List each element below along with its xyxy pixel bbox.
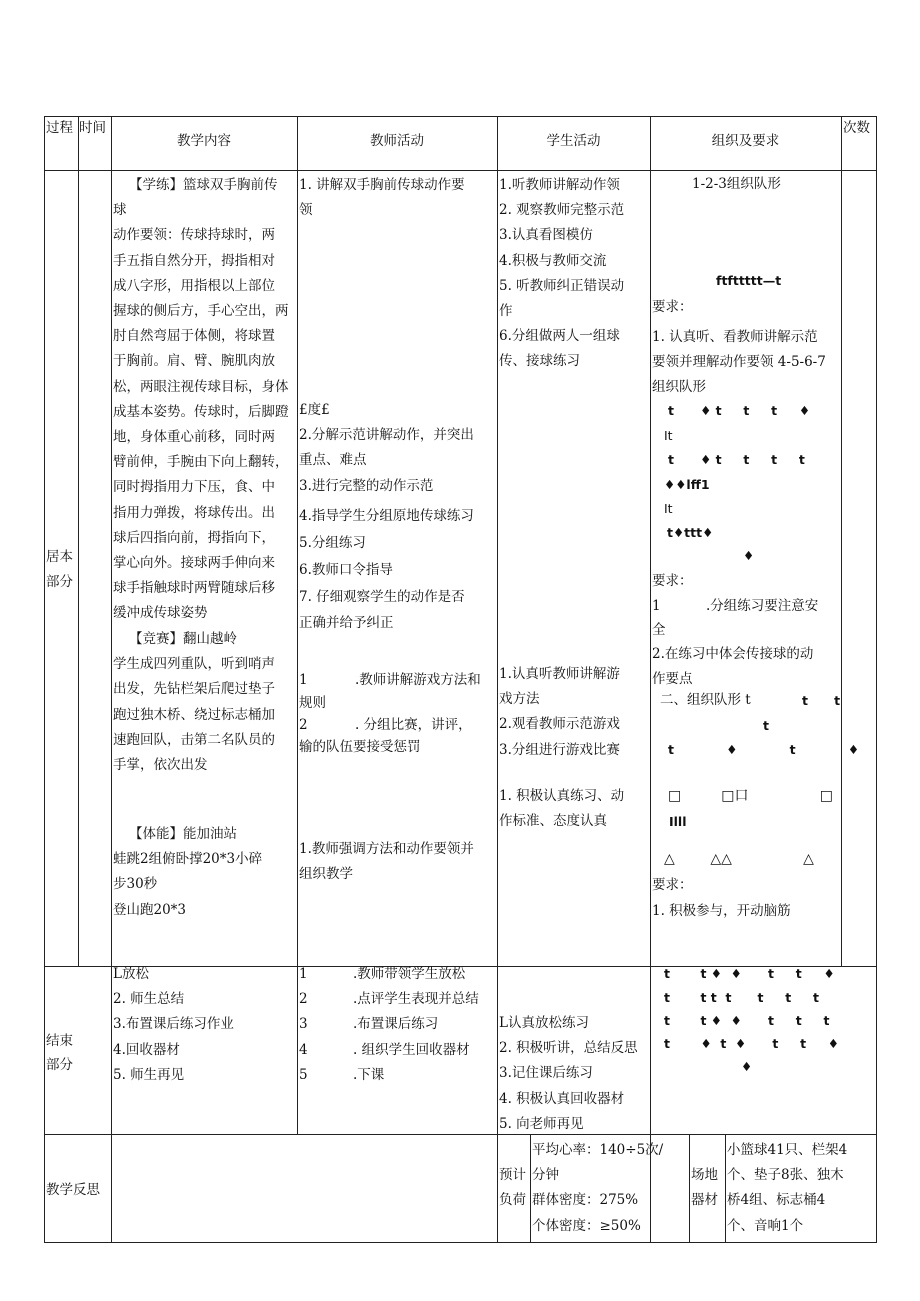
- table-border-left: [44, 116, 45, 1243]
- end-formation-row: ♦: [741, 1059, 753, 1074]
- item-number: 2: [299, 991, 308, 1008]
- end-formation-row: t t ♦ ♦ t t t: [664, 1013, 830, 1028]
- load-line: 个体密度：≥50%: [532, 1217, 641, 1234]
- org-line: 要领并理解动作要领 4-5-6-7: [652, 354, 826, 371]
- teacher-game-line: [299, 668, 497, 693]
- content-line: 成基本姿势。传球时，后脚蹬: [113, 403, 289, 420]
- content-line: 手掌，依次出发: [113, 757, 208, 774]
- load-line: 分钟: [532, 1167, 559, 1184]
- content-line: 缓冲成传球姿势: [113, 605, 208, 622]
- content-line: 2. 师生总结: [113, 991, 185, 1008]
- teacher-drill: [299, 173, 497, 223]
- end-section-label-2: 部分: [46, 1057, 73, 1073]
- content-fitness: [113, 822, 297, 923]
- hurdle-bars: Illl: [669, 814, 687, 829]
- end-formation-row: t t t t t t t: [664, 990, 819, 1005]
- org-formation-2-marks: t t: [802, 693, 841, 708]
- student-line: 1. 积极认真练习、动: [499, 788, 625, 804]
- org-req-3: [652, 642, 840, 692]
- org-req-2-label: 要求：: [652, 573, 693, 589]
- formation-diagram-row: It: [664, 428, 673, 443]
- student-line: 作: [499, 303, 513, 320]
- venue-label-2: 器材: [691, 1192, 718, 1208]
- item-number: 5: [299, 1066, 308, 1083]
- org-req-2-text: .分组练习要注意安: [706, 598, 819, 614]
- item-number: 1: [299, 672, 308, 688]
- org-formation-2: 二、组织队形 t: [660, 692, 751, 708]
- formation-diagram-row: t ♦ t t t ♦: [668, 403, 811, 418]
- header-content: 教学内容: [177, 133, 231, 149]
- content-line: 手五指自然分开，拇指相对: [113, 252, 275, 269]
- teacher-item: [299, 1012, 497, 1037]
- col-divider-org: [650, 116, 651, 1243]
- content-line: 学生成四列重队，听到哨声: [113, 656, 275, 673]
- mat-square-icons: □ □口 □: [668, 788, 833, 804]
- student-line: 3.认真看图模仿: [499, 227, 593, 244]
- item-text: .点评学生表现并总结: [353, 991, 479, 1008]
- col-divider-load: [530, 1134, 531, 1243]
- load-values: [532, 1138, 689, 1239]
- header-process: 过程: [46, 120, 73, 136]
- content-line: 步30秒: [113, 876, 158, 893]
- teacher-line: 3.进行完整的动作示范: [299, 477, 434, 494]
- venue-line: 小篮球41只、栏架4: [727, 1142, 848, 1158]
- content-line: 松，两眼注视传球目标，身体: [113, 378, 289, 395]
- content-line: 指用力弹拨，将球传出。出: [113, 504, 275, 521]
- student-line: 传、接球练习: [499, 353, 580, 370]
- teacher-line: 重点、难点: [299, 452, 367, 469]
- item-text: .布置课后练习: [353, 1016, 439, 1033]
- end-section-label: 结束: [46, 1033, 73, 1049]
- content-line: 球后四指向前，拇指向下，: [113, 529, 275, 546]
- teacher-line: 1.教师强调方法和动作要领并: [299, 841, 474, 857]
- student-fitness: [499, 784, 649, 834]
- content-line: 掌心向外。接球两手伸向来: [113, 555, 275, 572]
- teacher-line: 1. 讲解双手胸前传球动作要: [299, 177, 465, 193]
- org-req-2-number: 1: [652, 598, 661, 614]
- item-number: 3: [299, 1016, 308, 1033]
- content-line: 【体能】能加油站: [129, 826, 237, 842]
- header-divider: [44, 170, 876, 171]
- item-number: 2: [299, 717, 308, 734]
- formation-diagram-row: ♦: [743, 548, 755, 563]
- content-line: 【竞赛】翻山越岭: [129, 631, 237, 647]
- header-teacher: 教师活动: [370, 133, 424, 149]
- content-line: 动作要领：传球持球时，两: [113, 227, 275, 244]
- student-line: 3.记住课后练习: [499, 1065, 593, 1082]
- item-number: 1: [299, 966, 308, 982]
- student-line: L认真放松练习: [499, 1015, 589, 1031]
- teacher-game-line: [299, 715, 497, 735]
- content-line: 地，身体重心前移，同时两: [113, 429, 275, 446]
- formation-diagram-row: It: [664, 501, 673, 516]
- section-divider-2: [44, 1134, 876, 1135]
- content-line: 【学练】篮球双手胸前传: [129, 177, 278, 193]
- teacher-line: 7. 仔细观察学生的动作是否: [299, 589, 465, 606]
- end-formation-row: t t ♦ ♦ t t ♦: [664, 966, 835, 981]
- content-line: 跑过独木桥、绕过标志桶加: [113, 706, 275, 723]
- venue-line: 个、垫子8张、独木: [727, 1167, 844, 1184]
- content-line: 3.布置课后练习作业: [113, 1016, 234, 1033]
- org-line: 作要点: [652, 671, 693, 688]
- col-divider-venue-2: [725, 1134, 726, 1243]
- teacher-fitness: [299, 837, 497, 887]
- col-divider-time: [78, 116, 79, 967]
- formation-row-marks: t ♦ t ♦: [668, 742, 860, 757]
- student-drill: [499, 173, 649, 375]
- header-student: 学生活动: [546, 133, 601, 149]
- item-text: 规则: [299, 695, 326, 712]
- org-req-label: 要求：: [652, 299, 693, 315]
- student-line: 6.分组做两人一组球: [499, 328, 620, 345]
- col-divider-times: [841, 116, 842, 967]
- teacher-line: 2.分解示范讲解动作，并突出: [299, 427, 474, 444]
- item-text: . 分组比赛，讲评，: [355, 717, 472, 734]
- item-text: .下课: [353, 1066, 385, 1083]
- content-line: L放松: [113, 966, 149, 982]
- table-border-top: [44, 116, 876, 117]
- teacher-game-line: [299, 735, 497, 760]
- basic-section-label: 居本: [46, 549, 73, 565]
- formation-diagram-row: t ♦ t t t t: [668, 452, 805, 467]
- teacher-line: 6.教师口令指导: [299, 562, 393, 579]
- teacher-game: [299, 668, 497, 760]
- content-line: 臂前伸，手腕由下向上翻转，: [113, 454, 289, 471]
- item-text: .教师讲解游戏方法和: [355, 672, 481, 688]
- student-line: 2. 积极听讲，总结反思: [499, 1040, 638, 1057]
- header-organization: 组织及要求: [711, 133, 780, 149]
- header-times: 次数: [843, 120, 870, 136]
- content-line: 登山跑20*3: [113, 901, 187, 918]
- col-divider-content: [111, 116, 112, 1243]
- content-line: 速跑回队，击第二名队员的: [113, 731, 275, 748]
- student-line: 5. 向老师再见: [499, 1115, 584, 1132]
- end-content: [113, 962, 297, 1088]
- org-req-2-text: 全: [652, 622, 666, 638]
- student-game: [499, 662, 649, 763]
- col-divider-teacher: [297, 116, 298, 1135]
- student-line: 4. 积极认真回收器材: [499, 1090, 625, 1107]
- item-number: 4: [299, 1041, 308, 1058]
- load-label-2: 负荷: [499, 1192, 526, 1208]
- teacher-line: 领: [299, 202, 313, 219]
- org-line: 2.在练习中体会传接球的动: [652, 646, 814, 662]
- org-req-4-label: 要求：: [652, 877, 693, 893]
- cone-triangle-icons: △ △△ △: [664, 851, 814, 867]
- reflection-label: 教学反思: [46, 1182, 100, 1198]
- formation-diagram-row: t♦ttt♦: [667, 525, 714, 540]
- teacher-line: 5.分组练习: [299, 535, 366, 552]
- item-text: .教师带领学生放松: [353, 966, 466, 982]
- teacher-line: 正确并给予纠正: [299, 614, 394, 631]
- content-game: [113, 627, 297, 778]
- content-line: 5. 师生再见: [113, 1066, 185, 1083]
- header-time: 时间: [79, 120, 106, 136]
- content-line: 同时拇指用力下压，食、中: [113, 479, 275, 496]
- venue-values: [727, 1138, 875, 1239]
- item-text: 输的队伍要接受惩罚: [299, 739, 421, 756]
- student-line: 5. 听教师纠正错误动: [499, 277, 625, 294]
- formation-diagram-row: ♦♦lff1: [664, 477, 710, 492]
- teacher-drill-steps: [299, 398, 497, 636]
- teacher-item: [299, 962, 497, 987]
- teacher-item: [299, 1038, 497, 1063]
- teacher-line: 4.指导学生分组原地传球练习: [299, 507, 474, 524]
- org-formation-1-symbols: ftfttttt—t: [716, 273, 782, 288]
- student-line: 1.认真听教师讲解游: [499, 666, 620, 682]
- teacher-item: [299, 1063, 497, 1088]
- student-line: 作标准、态度认真: [499, 813, 607, 830]
- content-line: 成八字形，用指根以上部位: [113, 277, 275, 294]
- content-drill: [113, 173, 297, 627]
- basic-section-label-2: 部分: [46, 574, 73, 590]
- content-line: 球手指触球时两臂随球后移: [113, 580, 275, 597]
- table-border-bottom: [44, 1242, 876, 1243]
- load-line: 平均心率：140÷5次/: [532, 1142, 664, 1158]
- content-line: 蛙跳2组俯卧撑20*3小碎: [113, 851, 263, 868]
- end-teacher: [299, 962, 497, 1088]
- student-line: 1.听教师讲解动作领: [499, 177, 620, 193]
- venue-line: 个、音响1个: [727, 1217, 804, 1234]
- load-line: 群体密度：275%: [532, 1192, 639, 1209]
- teacher-line: 组织教学: [299, 866, 353, 883]
- content-line: 握球的侧后方，手心空出，两: [113, 303, 289, 320]
- org-req-1: [652, 325, 840, 401]
- teacher-item: [299, 987, 497, 1012]
- item-text: . 组织学生回收器材: [353, 1041, 470, 1058]
- student-line: 2.观看教师示范游戏: [499, 716, 620, 733]
- venue-line: 桥4组、标志桶4: [727, 1192, 826, 1209]
- student-line: 戏方法: [499, 691, 540, 708]
- end-formation-row: t ♦ t ♦ t t ♦: [664, 1036, 840, 1051]
- content-line: 4.回收器材: [113, 1041, 180, 1058]
- teacher-line: £度£: [299, 402, 330, 418]
- content-line: 肘自然弯屈于体侧，将球置: [113, 328, 275, 345]
- load-label: 预计: [499, 1167, 526, 1183]
- table-border-right: [876, 116, 877, 1243]
- end-student: [499, 1011, 649, 1137]
- org-formation-2-t: t: [763, 718, 769, 733]
- content-line: 于胸前。肩、臂、腕肌肉放: [113, 353, 275, 370]
- col-divider-student: [497, 116, 498, 1243]
- teacher-game-line: [299, 693, 497, 713]
- student-line: 3.分组进行游戏比赛: [499, 741, 620, 758]
- student-line: 4.积极与教师交流: [499, 252, 607, 269]
- col-divider-venue: [689, 1134, 690, 1243]
- content-line: 球: [113, 202, 127, 219]
- org-formation-1: 1-2-3组织队形: [692, 176, 781, 192]
- content-line: 出发，先钻栏架后爬过垫子: [113, 681, 275, 698]
- org-line: 组织队形: [652, 379, 706, 396]
- org-req-4-text: 1. 积极参与，开动脑筋: [652, 903, 791, 919]
- venue-label: 场地: [691, 1167, 718, 1183]
- student-line: 2. 观察教师完整示范: [499, 202, 625, 219]
- org-line: 1. 认真听、看教师讲解示范: [652, 329, 818, 345]
